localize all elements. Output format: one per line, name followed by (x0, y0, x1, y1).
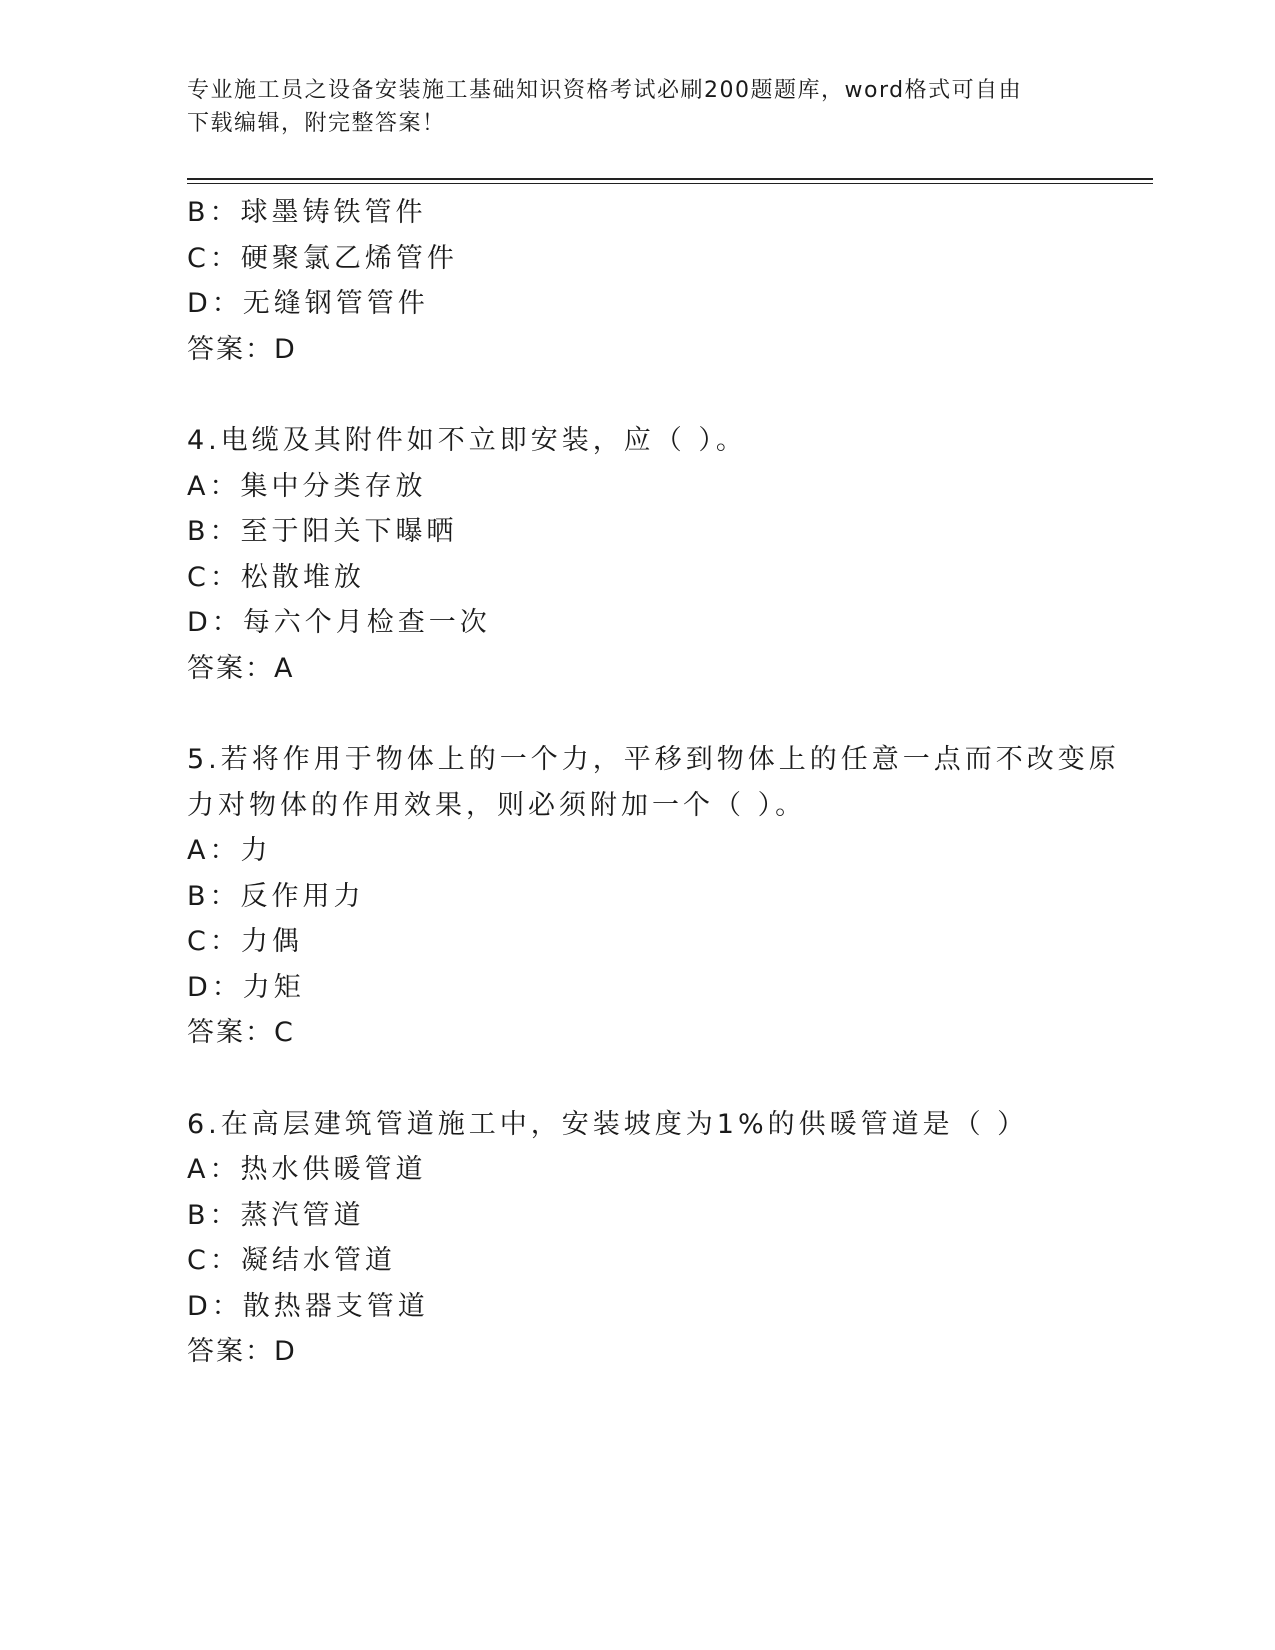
option-d: D：每六个月检查一次 (187, 607, 491, 638)
question-list (187, 190, 1120, 1375)
spacer (187, 691, 1087, 737)
option-a: A：集中分类存放 (187, 470, 427, 502)
document-header (187, 74, 1087, 140)
option-c: C：硬聚氯乙烯管件 (187, 242, 458, 274)
option-b: B：蒸汽管道 (187, 1199, 365, 1231)
question-stem: 6.在高层建筑管道施工中，安装坡度为1%的供暖管道是（ ） (187, 1108, 1029, 1140)
option-b: B：球墨铸铁管件 (187, 197, 427, 228)
option-a: A：力 (187, 835, 272, 866)
header-divider-thick (187, 178, 1153, 180)
question-3 (187, 190, 1087, 372)
header-divider-thin (187, 183, 1153, 184)
header-line-2: 下载编辑，附完整答案！ (187, 111, 446, 136)
question-stem: 4.电缆及其附件如不立即安装，应（ ）。 (187, 425, 747, 456)
option-d: D：力矩 (187, 971, 305, 1003)
answer: 答案：C (187, 1017, 295, 1048)
spacer (187, 1056, 1087, 1102)
question-4 (187, 418, 1087, 691)
question-stem-line-1: 5.若将作用于物体上的一个力，平移到物体上的任意一点而不改变原 (187, 744, 1120, 775)
answer: 答案：A (187, 652, 295, 684)
question-5 (187, 737, 1120, 1056)
answer: 答案：D (187, 1336, 297, 1367)
spacer (187, 372, 1087, 418)
option-c: C：松散堆放 (187, 561, 365, 593)
option-d: D：散热器支管道 (187, 1290, 429, 1322)
option-d: D：无缝钢管管件 (187, 288, 429, 319)
option-c: C：凝结水管道 (187, 1245, 396, 1276)
question-6 (187, 1102, 1087, 1375)
option-c: C：力偶 (187, 926, 303, 957)
answer: 答案：D (187, 333, 297, 365)
header-line-1: 专业施工员之设备安装施工基础知识资格考试必刷200题题库，word格式可自由 (187, 78, 1023, 103)
option-a: A：热水供暖管道 (187, 1154, 427, 1185)
option-b: B：至于阳关下曝晒 (187, 516, 458, 547)
option-b: B：反作用力 (187, 880, 365, 912)
question-stem-line-2: 力对物体的作用效果，则必须附加一个（ ）。 (187, 789, 807, 821)
